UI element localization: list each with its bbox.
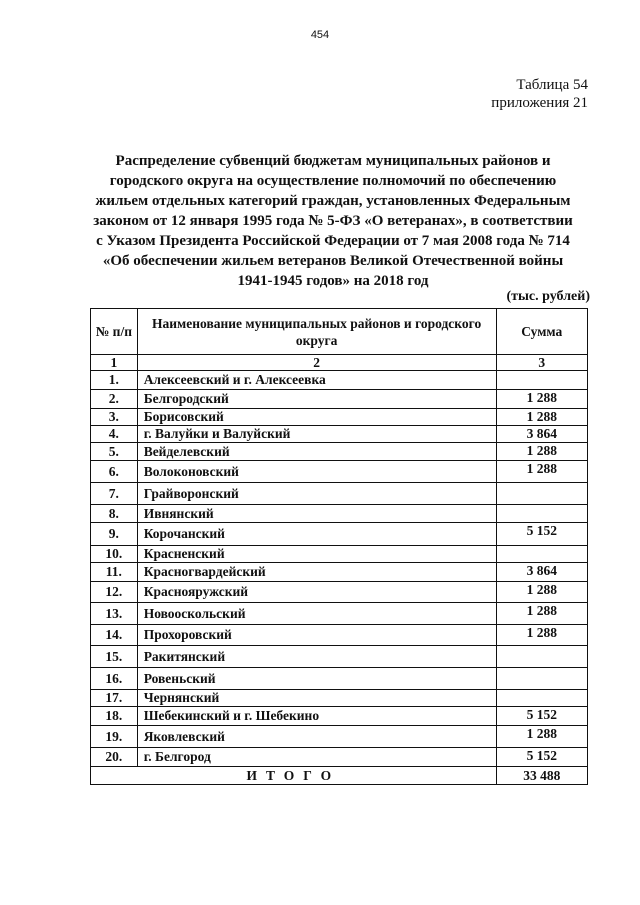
total-row — [91, 767, 588, 785]
row-sum: 5 152 — [496, 748, 587, 767]
row-name: Шебекинский и г. Шебекино — [137, 707, 496, 726]
row-number: 19. — [91, 726, 138, 748]
row-sum — [496, 371, 587, 390]
table-row — [91, 523, 588, 546]
row-name: Краснояружский — [137, 582, 496, 603]
row-name: Красненский — [137, 546, 496, 563]
row-name: Чернянский — [137, 690, 496, 707]
row-number: 2. — [91, 390, 138, 409]
row-sum: 3 864 — [496, 563, 587, 582]
row-name: Белгородский — [137, 390, 496, 409]
row-sum: 1 288 — [496, 443, 587, 461]
row-number: 4. — [91, 426, 138, 443]
table-row — [91, 426, 588, 443]
row-number: 7. — [91, 483, 138, 505]
row-sum: 1 288 — [496, 390, 587, 409]
row-sum — [496, 668, 587, 690]
row-name: г. Валуйки и Валуйский — [137, 426, 496, 443]
row-sum — [496, 646, 587, 668]
row-sum — [496, 505, 587, 523]
row-name: Прохоровский — [137, 625, 496, 646]
row-number: 15. — [91, 646, 138, 668]
row-name: Корочанский — [137, 523, 496, 546]
row-name: Вейделевский — [137, 443, 496, 461]
row-name: Борисовский — [137, 409, 496, 426]
row-name: Ракитянский — [137, 646, 496, 668]
column-index-1: 1 — [91, 355, 138, 371]
header-name: Наименование муниципальных районов и городского округа — [137, 309, 496, 355]
table-row — [91, 668, 588, 690]
table-row — [91, 505, 588, 523]
column-index-3: 3 — [496, 355, 587, 371]
row-name: Грайворонский — [137, 483, 496, 505]
table-row — [91, 546, 588, 563]
table-row — [91, 582, 588, 603]
row-number: 18. — [91, 707, 138, 726]
row-number: 17. — [91, 690, 138, 707]
table-row — [91, 443, 588, 461]
row-sum: 1 288 — [496, 726, 587, 748]
total-label: ИТОГО — [91, 767, 497, 785]
page-number: 454 — [310, 29, 330, 41]
column-index-2: 2 — [137, 355, 496, 371]
row-sum: 5 152 — [496, 707, 587, 726]
table-body — [91, 371, 588, 767]
table-row — [91, 748, 588, 767]
table-reference — [491, 76, 588, 112]
row-sum — [496, 483, 587, 505]
table-row — [91, 461, 588, 483]
table-header-row — [91, 309, 588, 355]
row-name: Алексеевский и г. Алексеевка — [137, 371, 496, 390]
header-sum: Сумма — [496, 309, 587, 355]
document-title: Распределение субвенций бюджетам муниципальных районов и городского округа на осуществление полномочий по обеспечению жильем отдельных категорий граждан, установленных Федеральным законом от 12 января 1995 года № 5-ФЗ «О ветеранах», в соответствии с Указом Президента Российской Федерации от 7 мая 2008 года № 714 «Об обеспечении жильем ветеранов Великой Отечественной войны 1941-1945 годов» на 2018 год — [93, 153, 573, 289]
table-row — [91, 409, 588, 426]
column-index-row — [91, 355, 588, 371]
row-name: Волоконовский — [137, 461, 496, 483]
row-number: 13. — [91, 603, 138, 625]
row-sum: 1 288 — [496, 409, 587, 426]
row-number: 3. — [91, 409, 138, 426]
row-name: Ивнянский — [137, 505, 496, 523]
row-number: 12. — [91, 582, 138, 603]
row-sum — [496, 546, 587, 563]
row-number: 5. — [91, 443, 138, 461]
table-row — [91, 390, 588, 409]
row-number: 1. — [91, 371, 138, 390]
row-sum: 3 864 — [496, 426, 587, 443]
row-name: Яковлевский — [137, 726, 496, 748]
table-row — [91, 603, 588, 625]
units-label: (тыс. рублей) — [506, 289, 590, 304]
row-number: 10. — [91, 546, 138, 563]
table-row — [91, 483, 588, 505]
row-name: Новооскольский — [137, 603, 496, 625]
header-num: № п/п — [91, 309, 138, 355]
row-sum — [496, 690, 587, 707]
row-sum: 1 288 — [496, 625, 587, 646]
table-reference-line-2: приложения 21 — [491, 95, 588, 111]
row-name: г. Белгород — [137, 748, 496, 767]
row-number: 20. — [91, 748, 138, 767]
row-number: 14. — [91, 625, 138, 646]
row-number: 6. — [91, 461, 138, 483]
total-sum: 33 488 — [496, 767, 587, 785]
table-row — [91, 563, 588, 582]
row-sum: 5 152 — [496, 523, 587, 546]
subvention-table — [90, 308, 588, 785]
table-row — [91, 707, 588, 726]
row-sum: 1 288 — [496, 603, 587, 625]
table-row — [91, 625, 588, 646]
row-number: 8. — [91, 505, 138, 523]
row-sum: 1 288 — [496, 461, 587, 483]
table-reference-line-1: Таблица 54 — [516, 77, 588, 93]
table-row — [91, 646, 588, 668]
table-row — [91, 726, 588, 748]
row-number: 16. — [91, 668, 138, 690]
table-row — [91, 371, 588, 390]
row-sum: 1 288 — [496, 582, 587, 603]
row-number: 9. — [91, 523, 138, 546]
table-row — [91, 690, 588, 707]
row-name: Ровеньский — [137, 668, 496, 690]
row-name: Красногвардейский — [137, 563, 496, 582]
row-number: 11. — [91, 563, 138, 582]
